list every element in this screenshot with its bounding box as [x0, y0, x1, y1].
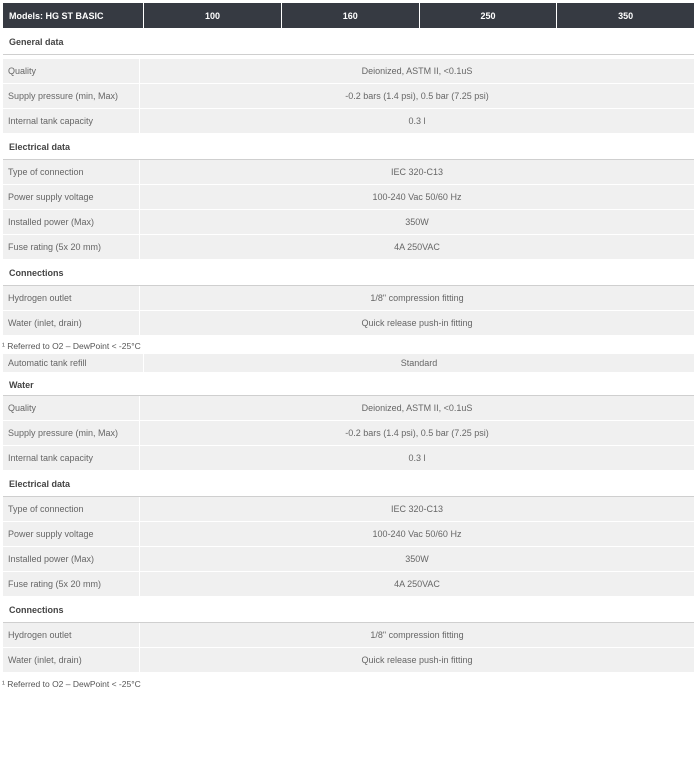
table-row: [3, 160, 694, 185]
table-row: [3, 185, 694, 210]
section-title: Water: [3, 374, 694, 396]
table-header: [3, 3, 694, 29]
row-label: Automatic tank refill: [3, 354, 144, 372]
table-row: [3, 235, 694, 260]
row-label: Hydrogen outlet: [3, 623, 140, 647]
row-value: Quick release push-in fitting: [361, 655, 473, 665]
column-header: 160: [281, 3, 419, 28]
row-label: Installed power (Max): [3, 210, 140, 234]
section-title: General data: [3, 29, 694, 55]
table-row: [3, 396, 694, 421]
table-row: [3, 497, 694, 522]
table-row: [3, 547, 694, 572]
row-value: IEC 320-C13: [390, 504, 444, 514]
row-label: Water (inlet, drain): [3, 311, 140, 335]
table-row: [3, 522, 694, 547]
footnote: ¹ Referred to O2 – DewPoint < -25°C: [2, 341, 141, 351]
table-row: [3, 421, 694, 446]
row-value: 4A 250VAC: [394, 242, 440, 252]
section-title: Connections: [3, 597, 694, 623]
table-row: [3, 572, 694, 597]
table-row: [3, 210, 694, 235]
row-value: Deionized, ASTM II, <0.1uS: [361, 66, 473, 76]
table-row: [3, 311, 694, 336]
row-label: Quality: [3, 59, 140, 83]
table-row: [3, 84, 694, 109]
section-title: Electrical data: [3, 134, 694, 160]
spec-table-1: [3, 3, 694, 336]
row-label: Supply pressure (min, Max): [3, 84, 140, 108]
row-label: Installed power (Max): [3, 547, 140, 571]
row-label: Hydrogen outlet: [3, 286, 140, 310]
table-row: [3, 648, 694, 673]
spec-table-2: [3, 374, 694, 673]
row-value: -0.2 bars (1.4 psi), 0.5 bar (7.25 psi): [345, 428, 489, 438]
column-header: 100: [143, 3, 281, 28]
row-label: Fuse rating (5x 20 mm): [3, 235, 140, 259]
row-value: 4A 250VAC: [394, 579, 440, 589]
row-label: Internal tank capacity: [3, 109, 140, 133]
section-title: Connections: [3, 260, 694, 286]
models-label: Models: HG ST BASIC: [9, 10, 104, 21]
row-label: Quality: [3, 396, 140, 420]
row-label: Type of connection: [3, 160, 140, 184]
row-value: 1/8" compression fitting: [370, 630, 464, 640]
table-row: [3, 59, 694, 84]
row-value: -0.2 bars (1.4 psi), 0.5 bar (7.25 psi): [345, 91, 489, 101]
row-value: 1/8" compression fitting: [370, 293, 464, 303]
column-header: 250: [419, 3, 557, 28]
table-row: [3, 354, 694, 372]
row-value: Quick release push-in fitting: [361, 318, 473, 328]
row-value: 0.3 l: [408, 453, 426, 463]
row-label: Internal tank capacity: [3, 446, 140, 470]
table-row: [3, 109, 694, 134]
row-value: 0.3 l: [408, 116, 426, 126]
row-value: 100-240 Vac 50/60 Hz: [372, 529, 462, 539]
row-value: 350W: [405, 554, 429, 564]
row-label: Supply pressure (min, Max): [3, 421, 140, 445]
section-title: Electrical data: [3, 471, 694, 497]
row-value: Deionized, ASTM II, <0.1uS: [361, 403, 473, 413]
row-label: Water (inlet, drain): [3, 648, 140, 672]
row-label: Fuse rating (5x 20 mm): [3, 572, 140, 596]
row-label: Power supply voltage: [3, 185, 140, 209]
column-header: 350: [556, 3, 694, 28]
row-value: IEC 320-C13: [390, 167, 444, 177]
row-value: 100-240 Vac 50/60 Hz: [372, 192, 462, 202]
row-label: Power supply voltage: [3, 522, 140, 546]
row-label: Type of connection: [3, 497, 140, 521]
row-value: Standard: [400, 358, 438, 368]
table-row: [3, 286, 694, 311]
table-row: [3, 446, 694, 471]
footnote: ¹ Referred to O2 – DewPoint < -25°C: [2, 679, 141, 689]
table-row: [3, 623, 694, 648]
row-value: 350W: [405, 217, 429, 227]
